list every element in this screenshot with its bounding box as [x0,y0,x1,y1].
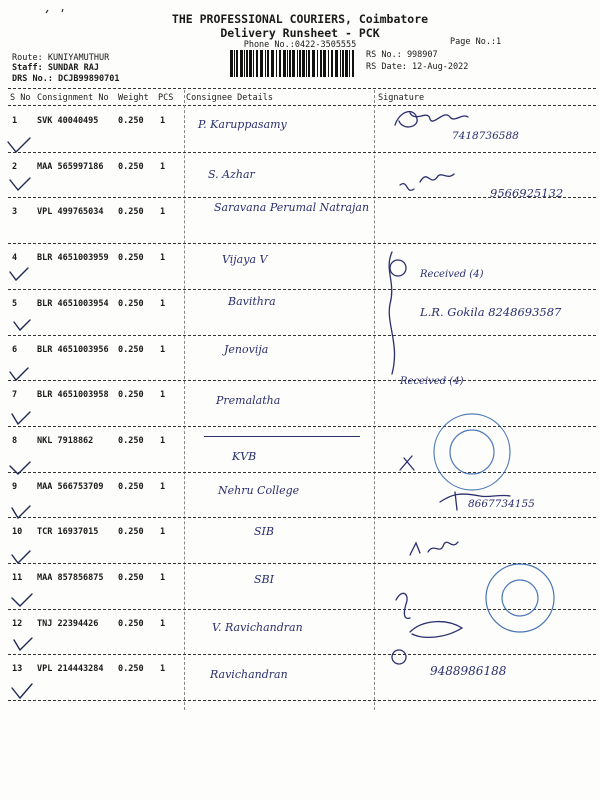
row-signature-note: 7418736588 [452,130,519,142]
row-signature-note: 9488986188 [430,664,507,679]
row-pcs: 1 [160,527,166,538]
row-signature-note: Received (4) [400,376,464,388]
row-pcs: 1 [160,481,166,492]
row-weight: 0.250 [118,116,144,126]
tick-1 [8,138,30,152]
tick-13 [12,684,32,698]
col-signature: Signature [378,93,425,103]
signature-12 [410,622,462,638]
row-consignment-no: BLR 4651003959 [37,253,109,264]
row-weight: 0.250 [118,253,144,264]
row-weight: 0.250 [118,435,144,446]
col-sno: S No [10,93,31,103]
company-title: THE PROFESSIONAL COURIERS, Coimbatore [171,12,429,26]
row-consignee-name: Premalatha [216,394,281,408]
tick-9 [12,506,30,518]
row-weight: 0.250 [118,664,144,675]
row-weight: 0.250 [118,527,144,538]
staff: Staff: SUNDAR RAJ [12,63,99,73]
circle-mark-13 [392,650,406,664]
row-weight: 0.250 [118,344,144,355]
tick-5 [14,320,30,330]
tick-2 [10,178,30,190]
signature-10 [410,542,458,555]
row-consignee-name: KVB [232,449,257,463]
stamp-kvb [434,414,510,490]
circle-mark-4 [390,260,406,276]
row-pcs: 1 [160,344,166,355]
row-sno: 2 [12,161,18,172]
col-consignment: Consignment No [37,93,109,103]
row-weight: 0.250 [118,298,144,309]
row-consignment-no: MAA 857856875 [37,573,104,583]
rs-date: RS Date: 12-Aug-2022 [366,62,469,72]
tick-4 [10,268,28,280]
row-consignment-no: MAA 566753709 [37,481,104,492]
tick-6 [10,368,28,380]
page-number: Page No.:1 [450,37,502,47]
row-sno: 8 [12,435,18,446]
row-consignment-no: TCR 16937015 [37,527,99,538]
tick-7 [12,412,30,424]
row-consignee-name: Nehru College [218,483,300,497]
row-signature-note: Received (4) [420,269,484,281]
row-consignee-name: Vijaya V [222,253,268,267]
row-sno: 13 [12,664,23,675]
row-consignee-name: Ravichandran [210,668,288,682]
tick-10 [12,551,30,563]
row-sno: 11 [12,573,23,583]
row-pcs: 1 [160,435,166,446]
signature-1 [395,112,468,127]
row-pcs: 1 [160,207,166,218]
row-sno: 10 [12,527,23,538]
row-pcs: 1 [160,390,166,401]
row-consignee-name: Saravana Perumal Natrajan [214,201,370,215]
row-signature-note: L.R. Gokila 8248693587 [420,304,562,319]
row-pcs: 1 [160,664,166,675]
row-signature-note: 9566925132 [490,185,564,200]
tick-12 [14,638,32,650]
signature-11 [396,593,410,618]
stamp-sbi [486,564,554,632]
row-weight: 0.250 [118,618,144,629]
signature-9 [440,492,510,510]
col-weight: Weight [118,93,149,103]
row-pcs: 1 [160,253,166,264]
drs-number: DRS No.: DCJB99890701 [12,74,120,84]
row-sno: 4 [12,253,18,264]
row-consignee-name: S. Azhar [208,167,255,181]
tick-8 [10,462,30,474]
runsheet-subtitle: Delivery Runsheet - PCK [220,26,380,40]
row-consignment-no: BLR 4651003954 [37,298,109,309]
row-weight: 0.250 [118,573,144,583]
row-consignee-name: SIB [254,525,274,539]
row-weight: 0.250 [118,390,144,401]
row-weight: 0.250 [118,207,144,218]
rs-number: RS No.: 998907 [366,50,438,60]
tick-11 [12,594,32,606]
row-pcs: 1 [160,298,166,309]
row-consignment-no: TNJ 22394426 [37,618,99,629]
row-sno: 7 [12,390,18,401]
row-sno: 12 [12,618,23,629]
row-sno: 1 [12,116,18,126]
row-consignment-no: BLR 4651003956 [37,344,109,355]
row-pcs: 1 [160,618,166,629]
row-consignee-name: Bavithra [228,294,276,308]
row-signature-note: 8667734155 [468,497,535,510]
signature-8 [400,456,414,470]
row-consignment-no: NKL 7918862 [37,435,94,446]
signature-2 [400,174,454,190]
row-pcs: 1 [160,573,166,583]
row-consignment-no: SVK 40040495 [37,116,99,126]
row-weight: 0.250 [118,161,144,172]
row-consignee-name: V. Ravichandran [212,620,303,634]
row-consignment-no: MAA 565997186 [37,161,104,172]
row-weight: 0.250 [118,481,144,492]
row-sno: 6 [12,344,18,355]
row-consignee-name: Jenovija [224,342,269,356]
col-consignee: Consignee Details [186,93,273,103]
row-pcs: 1 [160,116,166,126]
route: Route: KUNIYAMUTHUR [12,53,110,63]
col-pcs: PCS [158,93,174,103]
row-consignment-no: VPL 499765034 [37,207,104,218]
row-consignee-name: SBI [254,573,274,586]
row-sno: 3 [12,207,18,218]
row-consignment-no: BLR 4651003958 [37,390,109,401]
phone-number: Phone No.:0422-3505555 [243,40,357,50]
row-consignment-no: VPL 214443284 [37,664,104,675]
row-consignee-name: P. Karuppasamy [198,118,287,131]
row-pcs: 1 [160,161,166,172]
row-sno: 9 [12,481,18,492]
row-sno: 5 [12,298,18,309]
